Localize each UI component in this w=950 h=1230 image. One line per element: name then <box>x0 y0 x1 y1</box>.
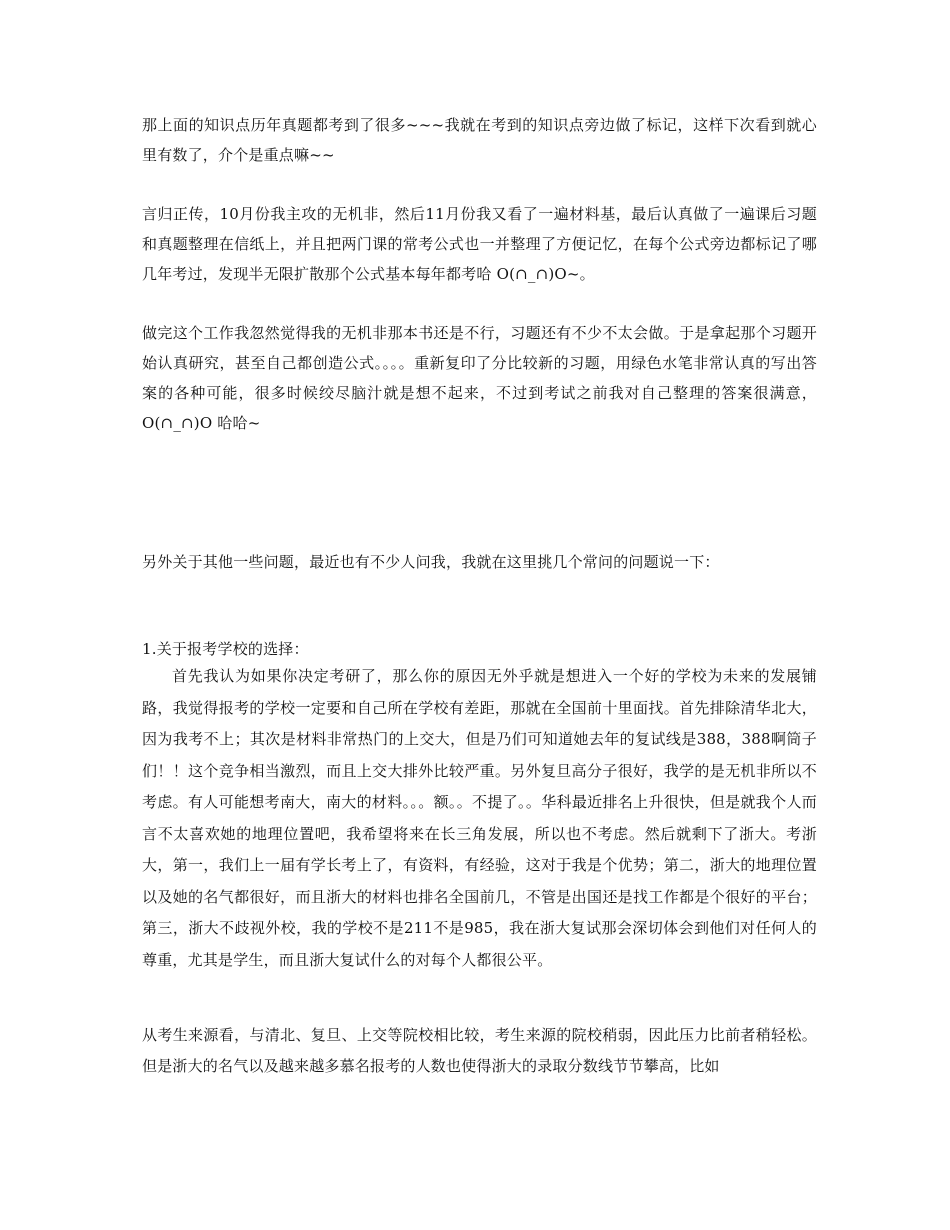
paragraph-review-plan: 言归正传，10月份我主攻的无机非，然后11月份我又看了一遍材料基，最后认真做了一遍课后习题和真题整理在信纸上，并且把两门课的常考公式也一并整理了方便记忆，在每个公式旁边都标记了哪几年考过，发现半无限扩散那个公式基本每年都考哈 O(∩_∩)O~。 <box>142 205 817 283</box>
section-heading-school-choice: 1.关于报考学校的选择： <box>142 640 309 658</box>
paragraph-other-questions: 另外关于其他一些问题，最近也有不少人问我，我就在这里挑几个常问的问题说一下： <box>142 553 720 571</box>
paragraph-intro: 那上面的知识点历年真题都考到了很多~~~我就在考到的知识点旁边做了标记，这样下次看到就心里有数了，介个是重点嘛~~ <box>142 116 817 164</box>
paragraph-exercises: 做完这个工作我忽然觉得我的无机非那本书还是不行，习题还有不少不太会做。于是拿起那个习题开始认真研究，甚至自己都创造公式。。。。重新复印了分比较新的习题，用绿色水笔非常认真的写出答案的各种可能，很多时候绞尽脑汁就是想不起来，不过到考试之前我对自己整理的答案很满意，O(∩_∩)O 哈哈~ <box>142 324 817 432</box>
paragraph-school-choice: 首先我认为如果你决定考研了，那么你的原因无外乎就是想进入一个好的学校为未来的发展铺路，我觉得报考的学校一定要和自己所在学校有差距，那就在全国前十里面找。首先排除清华北大，因为我考不上；其次是材料非常热门的上交大，但是乃们可知道她去年的复试线是388，388啊筒子们！！这个竞争相当激烈，而且上交大排外比较严重。另外复旦高分子很好，我学的是无机非所以不考虑。有人可能想考南大，南大的材料。。。额。。不提了。。华科最近排名上升很快，但是就我个人而言不太喜欢她的地理位置吧，我希望将来在长三角发展，所以也不考虑。然后就剩下了浙大。考浙大，第一，我们上一届有学长考上了，有资料，有经验，这对于我是个优势；第二，浙大的地理位置以及她的名气都很好，而且浙大的材料也排名全国前几，不管是出国还是找工作都是个很好的平台；第三，浙大不歧视外校，我的学校不是211不是985，我在浙大复试那会深切体会到他们对任何人的尊重，尤其是学生，而且浙大复试什么的对每个人都很公平。 <box>142 667 817 969</box>
paragraph-applicant-sources: 从考生来源看，与清北、复旦、上交等院校相比较，考生来源的院校稍弱，因此压力比前者稍轻松。但是浙大的名气以及越来越多慕名报考的人数也使得浙大的录取分数线节节攀高，比如 <box>142 1026 817 1075</box>
